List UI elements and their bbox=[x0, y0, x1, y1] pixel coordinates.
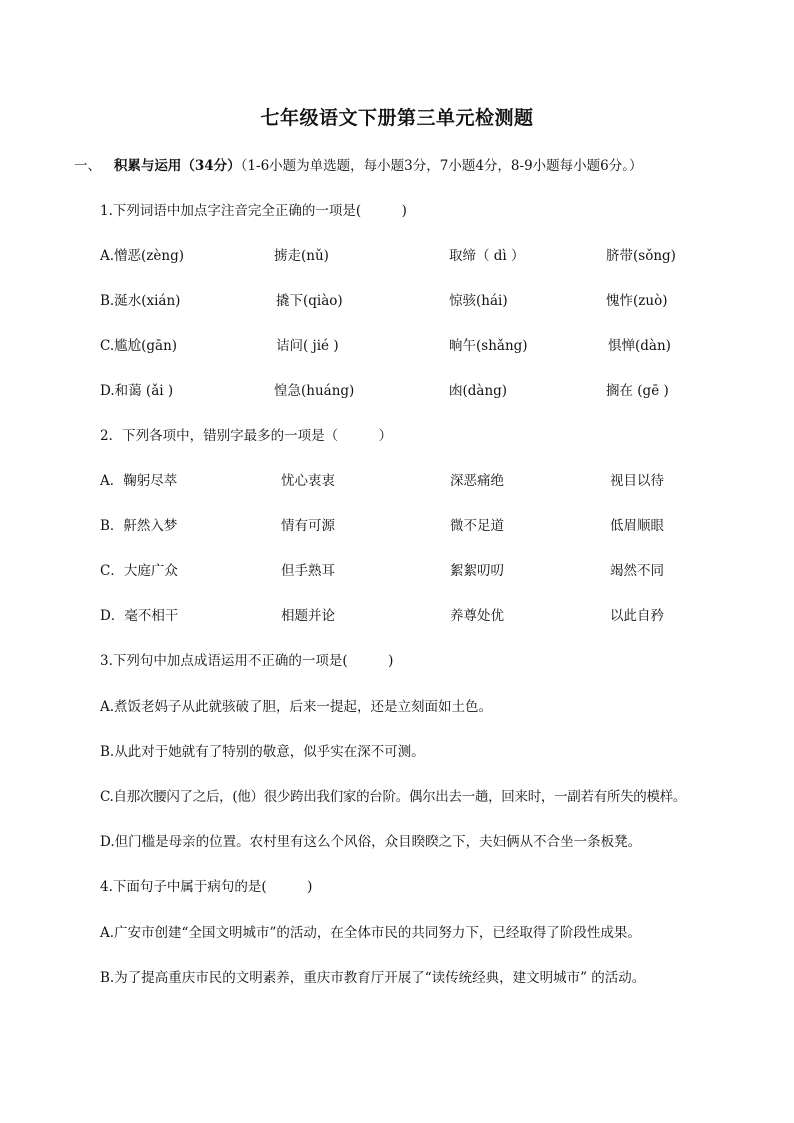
q4-option-a: A.广安市创建“全国文明城市”的活动，在全体市民的共同努力下，已经取得了阶段性成果。 bbox=[100, 925, 641, 941]
q2-option-c-4: 竭然不同 bbox=[610, 563, 664, 579]
q2-option-a-4: 视目以待 bbox=[610, 473, 664, 489]
q2-option-a-2: 忧心衷衷 bbox=[281, 473, 335, 489]
q1-option-a-3: 取缔（ dì ） bbox=[449, 248, 525, 264]
q1-option-c-1: C.尴尬(gān) bbox=[100, 338, 178, 354]
section-number: 一、 bbox=[74, 158, 101, 174]
q2-option-c-2: 但手熟耳 bbox=[281, 563, 335, 579]
q1-option-d-4: 搁在 (gē ) bbox=[606, 383, 669, 399]
q2-option-b-4: 低眉顺眼 bbox=[610, 518, 664, 534]
q1-option-c-4: 惧惮(dàn) bbox=[608, 338, 671, 354]
q2-option-c-1: C．大庭广众 bbox=[100, 563, 178, 579]
question-4-stem: 4.下面句子中属于病句的是( ) bbox=[100, 879, 313, 895]
question-3-stem: 3.下列句中加点成语运用不正确的一项是( ) bbox=[100, 653, 394, 669]
section-heading bbox=[74, 156, 643, 176]
q2-option-b-3: 微不足道 bbox=[450, 518, 504, 534]
q2-option-d-2: 相题并论 bbox=[281, 608, 335, 624]
q2-option-c-3: 絮絮叨叨 bbox=[450, 563, 504, 579]
q1-option-c-2: 诘问( jié ) bbox=[276, 338, 339, 354]
q4-option-b: B.为了提高重庆市民的文明素养，重庆市教育厅开展了“读传统经典，建文明城市” 的活动。 bbox=[100, 970, 646, 986]
q1-option-b-1: B.涎水(xián) bbox=[100, 293, 181, 309]
q3-option-c: C.自那次腰闪了之后，(他）很少跨出我们家的台阶。偶尔出去一趟，回来时，一副若有所失的模样。 bbox=[100, 789, 687, 805]
q1-option-b-4: 愧怍(zuò) bbox=[606, 293, 668, 309]
section-label: 积累与运用（34分） bbox=[113, 158, 241, 174]
q3-option-a: A.煮饭老妈子从此就骇破了胆，后来一提起，还是立刻面如土色。 bbox=[100, 699, 493, 715]
q1-option-a-2: 掳走(nǔ) bbox=[274, 248, 329, 264]
q1-option-a-1: A.憎恶(zèng) bbox=[100, 248, 185, 264]
q3-option-b: B.从此对于她就有了特别的敬意，似乎实在深不可测。 bbox=[100, 744, 425, 760]
q2-option-b-1: B．鼾然入梦 bbox=[100, 518, 178, 534]
q1-option-a-4: 脐带(sǒng) bbox=[606, 248, 676, 264]
q2-option-d-4: 以此自矜 bbox=[610, 608, 664, 624]
q1-option-d-2: 惶急(huáng) bbox=[274, 383, 355, 399]
q1-option-b-2: 撬下(qiào) bbox=[276, 293, 343, 309]
q1-option-d-1: D.和蔼 (ǎi ) bbox=[100, 383, 174, 399]
q1-option-b-3: 惊骇(hái) bbox=[449, 293, 508, 309]
q2-option-d-3: 养尊处优 bbox=[450, 608, 504, 624]
q2-option-a-1: A．鞠躬尽萃 bbox=[100, 473, 178, 489]
q1-option-c-3: 晌午(shǎng) bbox=[449, 338, 528, 354]
q2-option-d-1: D．毫不相干 bbox=[100, 608, 179, 624]
q2-option-b-2: 情有可源 bbox=[281, 518, 335, 534]
page-title: 七年级语文下册第三单元检测题 bbox=[260, 107, 534, 129]
q2-option-a-3: 深恶痛绝 bbox=[450, 473, 504, 489]
section-note: （1-6小题为单选题，每小题3分，7小题4分，8-9小题每小题6分。） bbox=[240, 158, 643, 174]
question-2-stem: 2．下列各项中，错别字最多的一项是（ ） bbox=[100, 428, 393, 444]
q1-option-d-3: 凼(dàng) bbox=[449, 383, 508, 399]
q3-option-d: D.但门槛是母亲的位置。农村里有这么个风俗，众目睽睽之下，夫妇俩从不合坐一条板凳。 bbox=[100, 834, 642, 850]
question-1-stem: 1.下列词语中加点字注音完全正确的一项是( ) bbox=[100, 203, 407, 219]
